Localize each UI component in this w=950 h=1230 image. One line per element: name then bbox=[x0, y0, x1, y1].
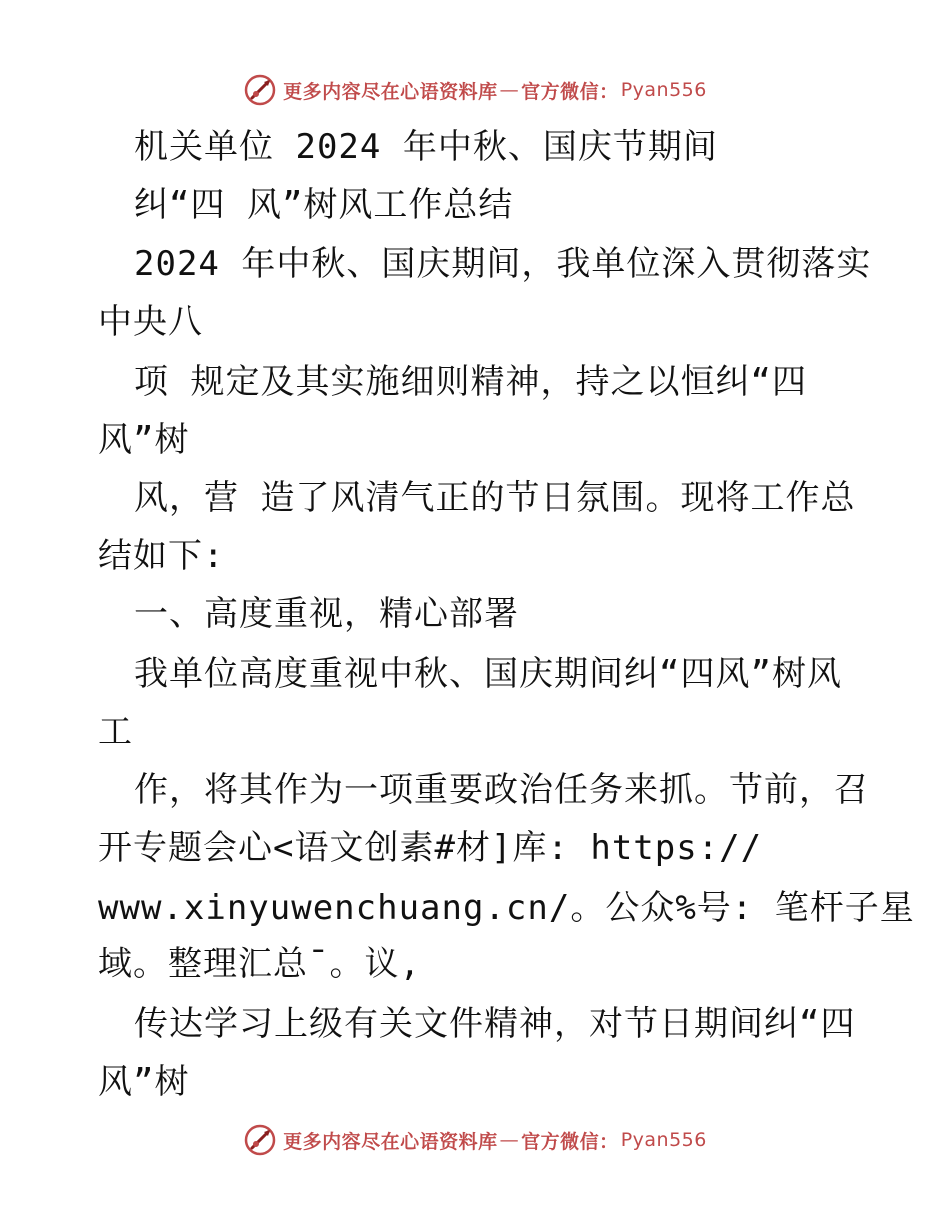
header-brand-text: 更多内容尽在心语资料库 bbox=[283, 80, 498, 103]
document-title-line-1: 机关单位 2024 年中秋、国庆节期间 bbox=[134, 127, 718, 167]
body-line: www.xinyuwenchuang.cn/。公众%号: 笔杆子星 bbox=[98, 888, 915, 928]
footer-official-label: 官方微信： bbox=[521, 1130, 619, 1153]
header-wechat-id: Pyan556 bbox=[620, 79, 707, 101]
footer-watermark bbox=[0, 1120, 950, 1160]
body-line: 结如下: bbox=[98, 536, 225, 576]
body-line: 域。整理汇总¯。议, bbox=[98, 944, 421, 984]
body-line: 2024 年中秋、国庆期间，我单位深入贯彻落实 bbox=[134, 244, 872, 284]
quill-seal-icon bbox=[243, 1123, 277, 1157]
body-line: 风，营 造了风清气正的节日氛围。现将工作总 bbox=[134, 478, 856, 518]
body-line: 风”树 bbox=[98, 1062, 190, 1102]
body-line: 我单位高度重视中秋、国庆期间纠“四风”树风 bbox=[134, 654, 842, 694]
quill-seal-icon bbox=[243, 73, 277, 107]
body-line: 开专题会心<语文创素#材]库: https:// bbox=[98, 828, 763, 868]
body-line: 作，将其作为一项重要政治任务来抓。节前，召 bbox=[134, 770, 869, 810]
footer-wechat-id: Pyan556 bbox=[620, 1129, 707, 1151]
body-line: 中央八 bbox=[98, 302, 203, 342]
body-line: 项 规定及其实施细则精神，持之以恒纠“四 bbox=[134, 362, 807, 402]
footer-separator: — bbox=[499, 1129, 520, 1151]
body-line: 风”树 bbox=[98, 420, 190, 460]
header-official-label: 官方微信： bbox=[521, 80, 619, 103]
section-heading: 一、高度重视，精心部署 bbox=[134, 594, 519, 634]
document-title-line-2: 纠“四 风”树风工作总结 bbox=[134, 185, 514, 225]
header-watermark bbox=[0, 70, 950, 110]
footer-brand-text: 更多内容尽在心语资料库 bbox=[283, 1130, 498, 1153]
body-line: 传达学习上级有关文件精神，对节日期间纠“四 bbox=[134, 1004, 856, 1044]
header-separator: — bbox=[499, 79, 520, 101]
body-line: 工 bbox=[98, 712, 133, 752]
